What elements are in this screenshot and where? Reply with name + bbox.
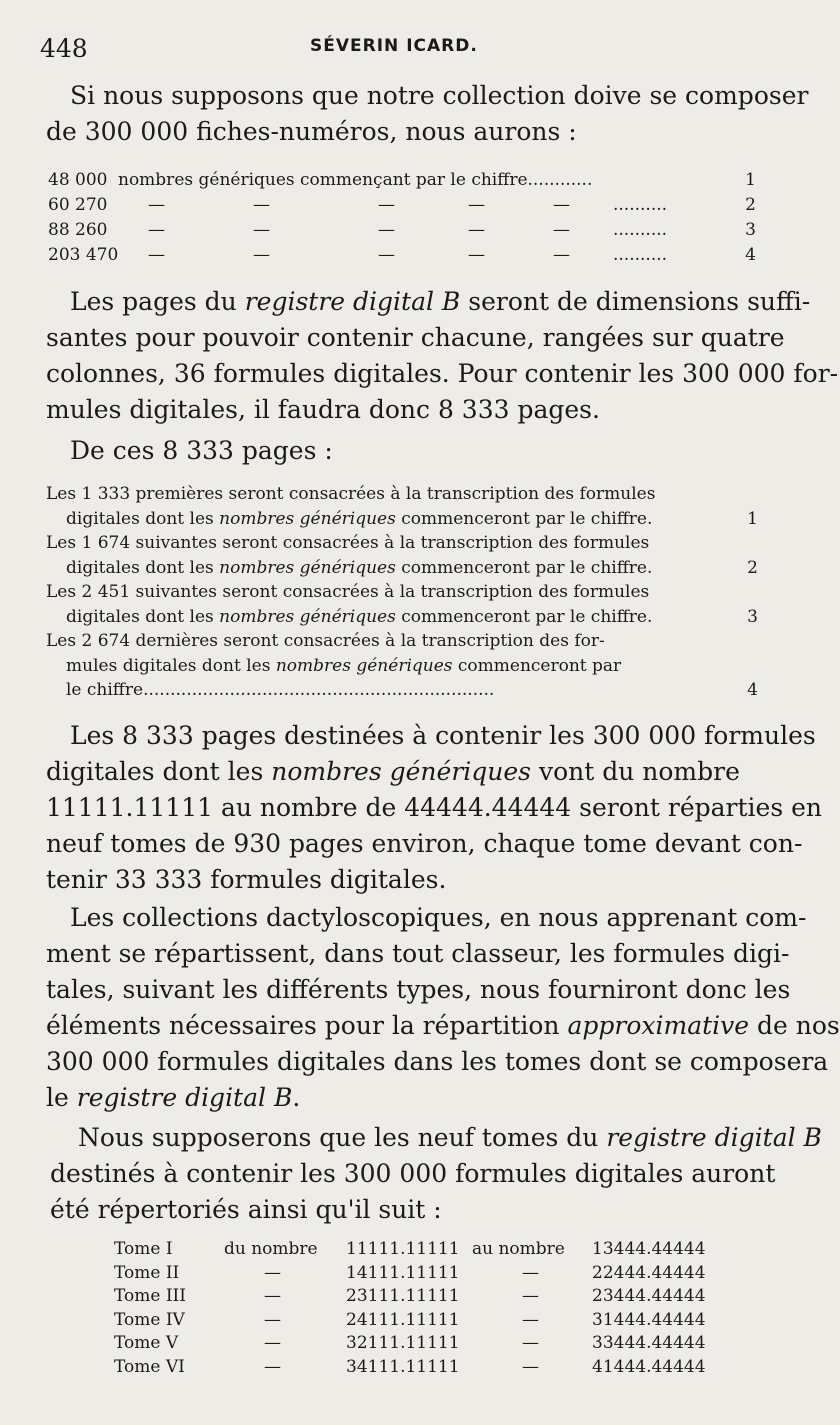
page-number: 448 xyxy=(40,34,88,63)
from-number: 14111.11111 xyxy=(346,1262,460,1283)
ditto-mark: — xyxy=(378,220,395,240)
page-allocation-list xyxy=(46,482,758,703)
text-line: digitales dont les nombres génériques commenceront par le chiffre. 2 xyxy=(46,556,758,581)
ditto-mark: — xyxy=(253,195,270,215)
tome-row xyxy=(114,1332,714,1356)
generic-number-counts xyxy=(48,168,756,268)
text-line: Nous supposerons que les neuf tomes du registre digital B xyxy=(78,1123,822,1152)
leading-digit: 2 xyxy=(745,195,756,215)
tome-row xyxy=(114,1238,714,1262)
text-line: Les 8 333 pages destinées à contenir les 300 000 formules xyxy=(70,721,816,750)
paragraph-of-these-pages xyxy=(46,433,764,469)
leader-dots: .......... xyxy=(613,195,668,215)
tome-row xyxy=(114,1356,714,1380)
count-row xyxy=(48,243,756,268)
text-line: Les 1 674 suivantes seront consacrées à la transcription des formules xyxy=(46,533,650,553)
tome-row xyxy=(114,1309,714,1333)
text-line: été répertoriés ainsi qu'il suit : xyxy=(50,1195,442,1224)
leading-digit: 3 xyxy=(747,606,758,627)
ditto-mark: — xyxy=(148,245,165,265)
from-label: — xyxy=(264,1309,281,1330)
ditto-mark: — xyxy=(468,195,485,215)
text-line: Les pages du registre digital B seront de dimensions suffi- xyxy=(70,287,811,316)
to-number: 31444.44444 xyxy=(592,1309,706,1330)
count-row xyxy=(48,168,756,193)
leading-digit: 4 xyxy=(743,678,758,703)
from-label: — xyxy=(264,1333,281,1353)
to-label: — xyxy=(522,1309,539,1330)
ditto-mark: — xyxy=(148,195,165,215)
leader-dots: .......... xyxy=(613,245,668,265)
italic-term: registre digital B xyxy=(76,1083,293,1112)
italic-term: registre digital B xyxy=(606,1123,822,1152)
tome-name: Tome III xyxy=(114,1286,186,1306)
to-number: 41444.44444 xyxy=(592,1356,706,1377)
to-number: 33444.44444 xyxy=(592,1333,706,1353)
ditto-mark: — xyxy=(253,220,270,240)
text-line: destinés à contenir les 300 000 formules digitales auront xyxy=(50,1159,776,1188)
paragraph-intro xyxy=(46,78,809,150)
from-number: 11111.11111 xyxy=(346,1239,460,1259)
ditto-mark: — xyxy=(553,220,570,240)
text-line: 11111.11111 au nombre de 44444.44444 seront réparties en xyxy=(46,793,822,822)
leading-digit: 4 xyxy=(745,245,756,265)
count-row xyxy=(48,193,756,218)
text-line: ment se répartissent, dans tout classeur, les formules digi- xyxy=(46,939,790,968)
running-title: SÉVERIN ICARD. xyxy=(310,36,478,56)
text-line: mules digitales dont les nombres génériques commenceront par xyxy=(66,655,622,676)
italic-term: nombres génériques xyxy=(219,557,396,578)
page-header xyxy=(40,34,760,68)
italic-term: nombres génériques xyxy=(219,508,396,529)
tome-name: Tome VI xyxy=(114,1356,185,1377)
ditto-mark: — xyxy=(553,245,570,265)
leading-digit: 1 xyxy=(747,508,758,529)
from-label: — xyxy=(264,1356,281,1377)
text-line: 300 000 formules digitales dans les tomes dont se composera xyxy=(46,1047,829,1076)
to-label: — xyxy=(522,1356,539,1377)
from-number: 32111.11111 xyxy=(346,1333,460,1353)
count-row xyxy=(48,218,756,243)
tome-index-table xyxy=(114,1238,714,1379)
tome-name: Tome V xyxy=(114,1333,179,1353)
from-label: du nombre xyxy=(224,1239,318,1259)
ditto-mark: — xyxy=(253,245,270,265)
text-line: digitales dont les nombres génériques commenceront par le chiffre. 3 xyxy=(46,605,758,630)
to-label: au nombre xyxy=(472,1239,565,1259)
to-number: 22444.44444 xyxy=(592,1262,706,1283)
text-line: le chiffre................................................................. 4 xyxy=(46,678,758,703)
italic-term: registre digital B xyxy=(244,287,461,316)
from-label: — xyxy=(264,1286,281,1306)
text-line: Les 1 333 premières seront consacrées à la transcription des formules xyxy=(46,484,656,504)
italic-term: approximative xyxy=(567,1011,750,1040)
tome-name: Tome II xyxy=(114,1262,180,1283)
ditto-mark: — xyxy=(553,195,570,215)
text-line: digitales dont les nombres génériques commenceront par le chiffre. 1 xyxy=(46,507,758,532)
from-number: 24111.11111 xyxy=(346,1309,460,1330)
leading-digit: 3 xyxy=(745,220,756,240)
italic-term: nombres génériques xyxy=(271,757,531,786)
text-line: mules digitales, il faudra donc 8 333 pages. xyxy=(46,395,600,424)
text-line: santes pour pouvoir contenir chacune, rangées sur quatre xyxy=(46,323,785,352)
text-line: colonnes, 36 formules digitales. Pour contenir les 300 000 for- xyxy=(46,359,839,388)
from-number: 23111.11111 xyxy=(346,1286,460,1306)
text-line: De ces 8 333 pages : xyxy=(70,436,333,465)
ditto-mark: — xyxy=(468,220,485,240)
paragraph-tomes-intro xyxy=(46,1120,822,1228)
ditto-mark: — xyxy=(148,220,165,240)
from-number: 34111.11111 xyxy=(346,1356,460,1377)
text-line: Si nous supposons que notre collection doive se composer xyxy=(70,81,809,110)
italic-term: nombres génériques xyxy=(219,606,396,627)
to-label: — xyxy=(522,1262,539,1283)
paragraph-volumes xyxy=(46,718,822,898)
count-value: 88 260 xyxy=(48,220,108,240)
tome-row xyxy=(114,1262,714,1286)
count-value: 48 000 xyxy=(48,170,108,190)
leader-dots: .......... xyxy=(613,220,668,240)
paragraph-collections xyxy=(46,900,840,1116)
italic-term: nombres génériques xyxy=(275,655,453,676)
text-line: éléments nécessaires pour la répartition approximative de nos xyxy=(46,1011,840,1040)
to-number: 23444.44444 xyxy=(592,1286,706,1306)
text-line: Les collections dactyloscopiques, en nous apprenant com- xyxy=(70,903,807,932)
text-line: tales, suivant les différents types, nous fourniront donc les xyxy=(46,975,791,1004)
ditto-mark: — xyxy=(378,245,395,265)
tome-name: Tome I xyxy=(114,1239,173,1259)
from-label: — xyxy=(264,1262,281,1283)
text-line: tenir 33 333 formules digitales. xyxy=(46,865,447,894)
count-description: nombres génériques commençant par le chiffre............ xyxy=(118,170,593,190)
text-line: le registre digital B. xyxy=(46,1083,301,1112)
text-line: Les 2 674 dernières seront consacrées à la transcription des for- xyxy=(46,631,605,651)
text-line: digitales dont les nombres génériques vont du nombre xyxy=(46,757,740,786)
ditto-mark: — xyxy=(378,195,395,215)
count-value: 60 270 xyxy=(48,195,108,215)
text-line: de 300 000 fiches-numéros, nous aurons : xyxy=(46,117,577,146)
leading-digit: 1 xyxy=(745,170,756,190)
to-label: — xyxy=(522,1286,539,1306)
tome-row xyxy=(114,1285,714,1309)
paragraph-register-pages xyxy=(46,284,839,428)
text-line: neuf tomes de 930 pages environ, chaque tome devant con- xyxy=(46,829,803,858)
tome-name: Tome IV xyxy=(114,1309,185,1330)
ditto-mark: — xyxy=(468,245,485,265)
to-label: — xyxy=(522,1333,539,1353)
leading-digit: 2 xyxy=(747,557,758,578)
text-line: Les 2 451 suivantes seront consacrées à la transcription des formules xyxy=(46,582,650,602)
to-number: 13444.44444 xyxy=(592,1239,706,1259)
count-value: 203 470 xyxy=(48,245,119,265)
